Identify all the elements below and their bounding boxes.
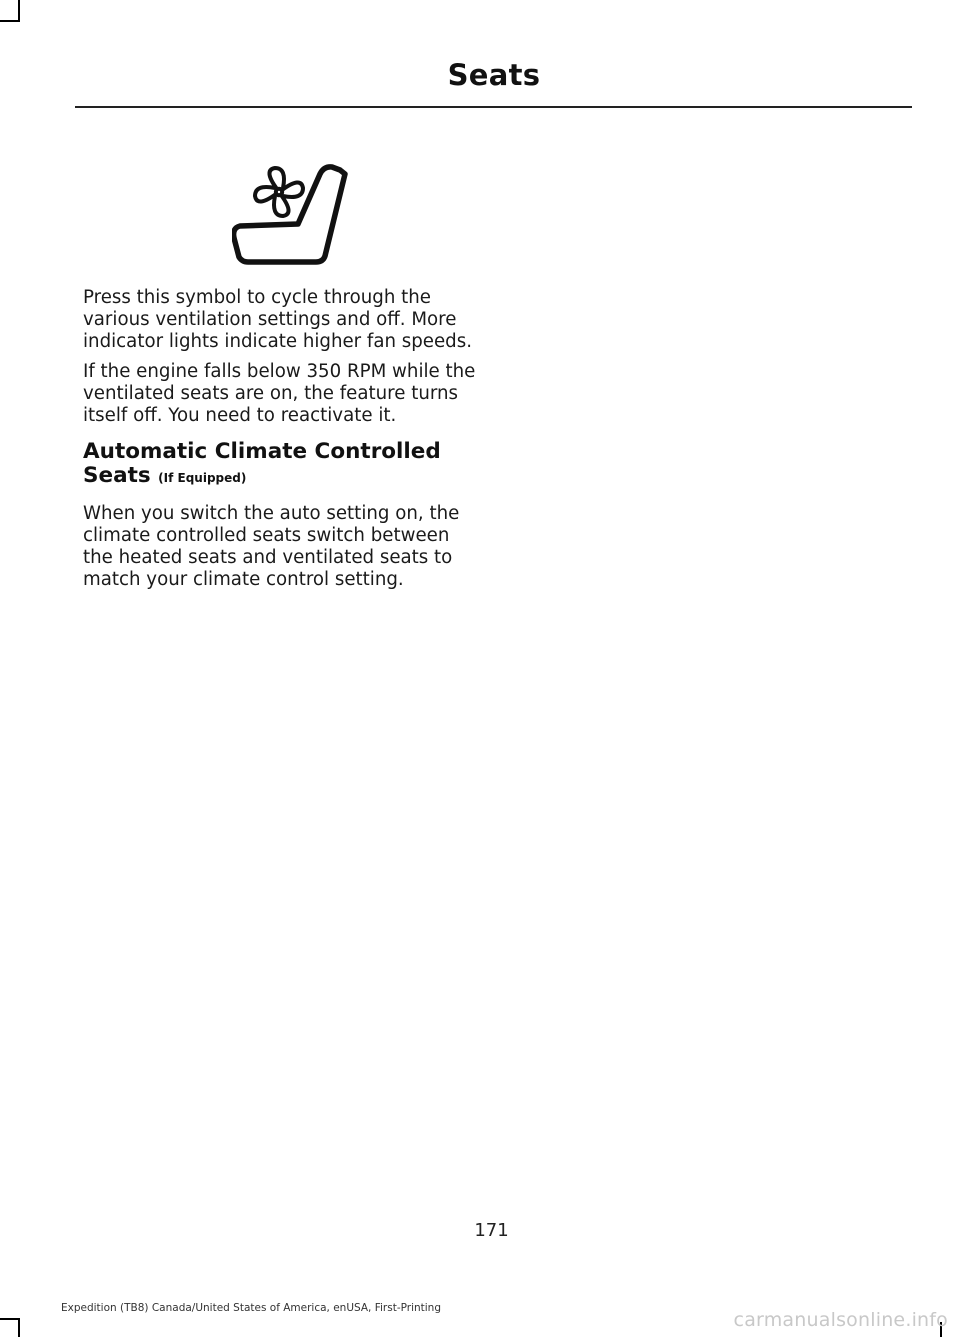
crop-mark-top-left-horizontal [0, 20, 20, 22]
page-title: Seats [447, 58, 541, 92]
ventilated-seat-fan-icon [232, 162, 350, 266]
header-divider [75, 106, 912, 108]
crop-mark-bottom-left-vertical [18, 1318, 20, 1337]
section-heading-qualifier: (If Equipped) [158, 471, 247, 485]
section-heading-automatic-climate-seats [83, 440, 503, 490]
watermark: carmanualsonline.info [733, 1309, 948, 1331]
paragraph-engine-rpm: If the engine falls below 350 RPM while the ventilated seats are on, the feature turns itself off. You need to reactivate it. [83, 361, 476, 426]
crop-mark-bottom-left-horizontal [0, 1318, 20, 1320]
paragraph-auto-setting: When you switch the auto setting on, the climate controlled seats switch between the heated seats and ventilated seats to match your climate control setting. [83, 503, 460, 590]
section-heading-text: Automatic Climate Controlled Seats [83, 439, 441, 488]
publication-footer: Expedition (TB8) Canada/United States of America, enUSA, First-Printing [61, 1302, 442, 1314]
page-number: 171 [474, 1220, 509, 1241]
paragraph-ventilation-cycle: Press this symbol to cycle through the various ventilation settings and off. More indicator lights indicate higher fan speeds. [83, 287, 472, 352]
crop-mark-top-left-vertical [18, 0, 20, 20]
